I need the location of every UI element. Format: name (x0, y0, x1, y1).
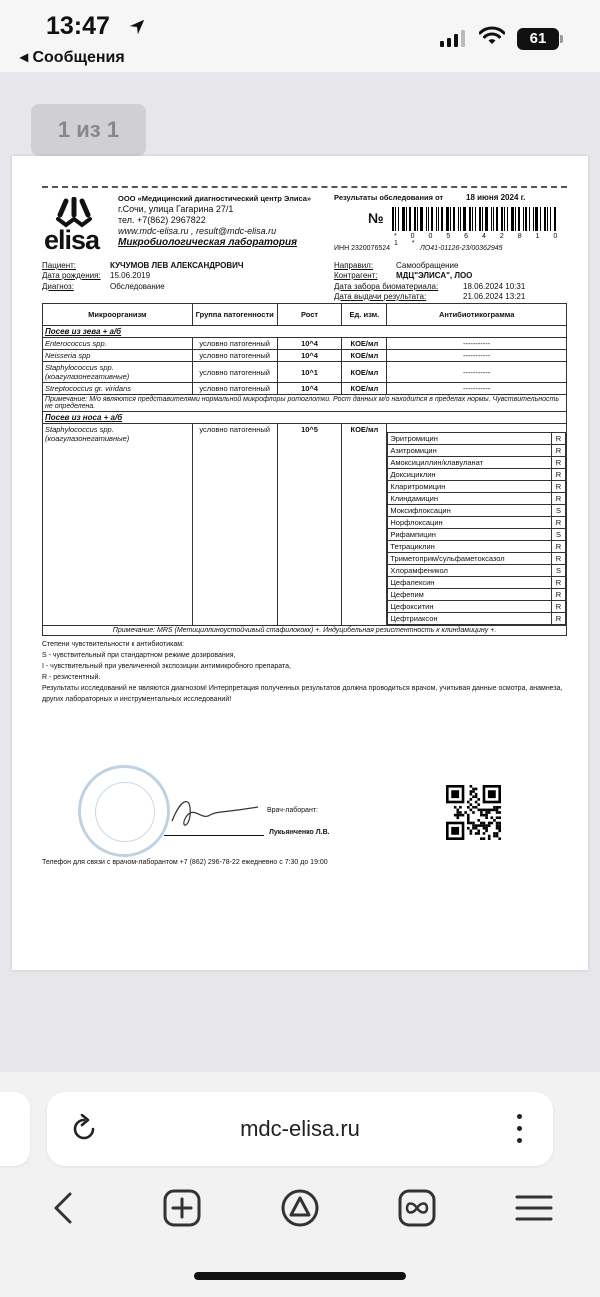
referred-label: Направил: (334, 261, 374, 270)
col-header: Микроорганизм (43, 304, 193, 326)
unit: КОЕ/мл (342, 338, 387, 350)
issue-date: 21.06.2024 13:21 (463, 292, 526, 301)
address-bar[interactable] (47, 1092, 553, 1166)
tabs-icon[interactable] (397, 1188, 437, 1228)
menu-icon[interactable] (514, 1188, 554, 1228)
col-header: Антибиотикограмма (387, 304, 567, 326)
legend-line: R - резистентный. (42, 674, 101, 681)
antibiotic-result: R (552, 493, 566, 505)
antibiotic-row (388, 529, 566, 541)
dob-value: 15.06.2019 (110, 271, 151, 280)
table-row (43, 338, 567, 350)
organization-info (118, 193, 323, 248)
results-label: Результаты обследования от (334, 193, 444, 202)
doctor-label: Врач-лаборант: (267, 807, 318, 814)
battery-indicator: 61 (517, 28, 559, 50)
section-title: Посев из носа + а/б (43, 412, 567, 424)
antibiotic-name: Тетрациклин (388, 541, 552, 553)
status-bar (0, 0, 600, 72)
antibiotic-row (388, 589, 566, 601)
signature-area (42, 705, 567, 855)
antibiotic-result: R (552, 589, 566, 601)
pathogen-group: условно патогенный (192, 362, 277, 383)
lab-report-page (12, 156, 588, 970)
org-web[interactable]: www.mdc-elisa.ru , result@mdc-elisa.ru (118, 226, 277, 236)
collect-date: 18.06.2024 10:31 (463, 282, 526, 291)
antibiotic-name: Рифампицин (388, 529, 552, 541)
pathogen-group: условно патогенный (192, 424, 277, 626)
antibiotic-table (387, 432, 566, 625)
doctor-name: Лукьянченко Л.В. (269, 829, 330, 836)
previous-tab-pill[interactable] (0, 1092, 30, 1166)
alice-assistant-icon[interactable] (280, 1188, 320, 1228)
inn: ИНН 2320076524 (334, 245, 391, 252)
antibiotic-row (388, 433, 566, 445)
signature-line (164, 835, 264, 836)
legend-line: I - чувствительный при увеличенной экспозиции антимикробного препарата, (42, 663, 291, 670)
antibiotic-row (388, 505, 566, 517)
lab-name: Микробиологическая лаборатория (118, 237, 297, 248)
antibiotic-result: R (552, 433, 566, 445)
pathogen-group: условно патогенный (192, 338, 277, 350)
wifi-icon (479, 26, 505, 46)
antibiotic-name: Норфлоксацин (388, 517, 552, 529)
antibiotic-name: Доксициклин (388, 469, 552, 481)
antibiogram: ----------- (387, 338, 567, 350)
antibiotic-name: Триметоприм/сульфаметоксазол (388, 553, 552, 565)
antibiotic-name: Амоксициллин/клавуланат (388, 457, 552, 469)
number-sign: № (368, 210, 384, 226)
more-options-icon[interactable] (517, 1114, 523, 1146)
growth: 10^4 (277, 350, 342, 362)
pathogen-group: условно патогенный (192, 383, 277, 395)
antibiotic-result: R (552, 457, 566, 469)
bottom-toolbar (0, 1188, 600, 1232)
antibiotic-row (388, 493, 566, 505)
back-to-messages-link[interactable]: ◂ Сообщения (20, 49, 125, 66)
patient-label: Пациент: (42, 261, 77, 270)
antibiotic-name: Эритромицин (388, 433, 552, 445)
antibiotic-row (388, 577, 566, 589)
contact-phone: Телефон для связи с врачом-лаборантом +7 (862) 296-78-22 ежедневно с 7:30 до 19:00 (42, 859, 328, 866)
antibiotic-name: Хлорамфеникол (388, 565, 552, 577)
qr-code-icon[interactable] (446, 785, 501, 840)
dob-label: Дата рождения: (42, 271, 101, 280)
antibiotic-name: Клиндамицин (388, 493, 552, 505)
col-header: Ед. изм. (342, 304, 387, 326)
table-row (43, 362, 567, 383)
antibiogram: ----------- (387, 350, 567, 362)
logo-wordmark: elisa (44, 225, 100, 255)
antibiotic-result: R (552, 481, 566, 493)
antibiotic-row (388, 553, 566, 565)
antibiotic-name: Кларитромицин (388, 481, 552, 493)
organism: Neisseria spp (43, 350, 193, 362)
barcode-number: * 0 0 5 6 4 2 8 1 0 1 * (394, 233, 564, 247)
stamp-icon (78, 765, 170, 857)
patient-info (42, 261, 567, 303)
contractor-label: Контрагент: (334, 271, 378, 280)
pathogen-group: условно патогенный (192, 350, 277, 362)
col-header: Группа патогенности (192, 304, 277, 326)
antibiotic-result: R (552, 517, 566, 529)
antibiotic-name: Цефокситин (388, 601, 552, 613)
collect-label: Дата забора биоматериала: (334, 282, 439, 291)
organism: Enterococcus spp. (43, 338, 193, 350)
patient-name: КУЧУМОВ ЛЕВ АЛЕКСАНДРОВИЧ (110, 261, 244, 270)
results-table (42, 303, 567, 636)
growth: 10^1 (277, 362, 342, 383)
antibiotic-row (388, 565, 566, 577)
legend-line: Степени чувствительности к антибиотикам: (42, 641, 184, 648)
diagnosis-value: Обследование (110, 282, 165, 291)
unit: КОЕ/мл (342, 362, 387, 383)
antibiotic-name: Цефалексин (388, 577, 552, 589)
org-address: г.Сочи, улица Гагарина 27/1 (118, 204, 234, 214)
antibiotic-name: Цефепим (388, 589, 552, 601)
table-row (43, 350, 567, 362)
antibiotic-result: R (552, 541, 566, 553)
antibiotic-row (388, 445, 566, 457)
antibiotic-result: R (552, 601, 566, 613)
note-throat: Примечание: М/о являются представителями нормальной микрофлоры ротоглотки. Рост данных м/о находится в пределах нормы. Чувствительность не определена. (43, 395, 567, 412)
diagnosis-label: Диагноз: (42, 282, 74, 291)
antibiotic-result: R (552, 445, 566, 457)
table-row (43, 424, 567, 626)
divider (42, 186, 567, 189)
antibiotic-result: R (552, 469, 566, 481)
new-tab-icon[interactable] (162, 1188, 202, 1228)
organism: Staphylococcus spp. (коагулазонегативные) (43, 424, 193, 626)
antibiotic-result: R (552, 613, 566, 625)
antibiotic-row (388, 457, 566, 469)
antibiotic-row (388, 469, 566, 481)
growth: 10^4 (277, 383, 342, 395)
antibiotic-name: Моксифлоксацин (388, 505, 552, 517)
signature-icon (162, 791, 262, 833)
antibiotic-name: Цефтриаксон (388, 613, 552, 625)
clock: 13:47 (46, 12, 110, 40)
antibiotic-row (388, 541, 566, 553)
antibiotic-result: S (552, 565, 566, 577)
cellular-signal-icon (440, 30, 465, 47)
results-date: 18 июня 2024 г. (466, 193, 526, 202)
growth: 10^5 (277, 424, 342, 626)
org-phone: тел. +7(862) 2967822 (118, 215, 206, 225)
referred-value: Самообращение (396, 261, 459, 270)
url-text[interactable]: mdc-elisa.ru (240, 1116, 360, 1141)
table-row (43, 383, 567, 395)
legend-line: S - чувствительный при стандартном режиме дозирования, (42, 652, 236, 659)
antibiotic-row (388, 613, 566, 625)
org-name: ООО «Медицинский диагностический центр Элиса» (118, 194, 312, 203)
antibiogram: ----------- (387, 362, 567, 383)
unit: КОЕ/мл (342, 424, 387, 626)
antibiotic-result: R (552, 577, 566, 589)
order-number: ЛО41-01126-23/00362945 (420, 245, 503, 252)
page-indicator: 1 из 1 (31, 104, 146, 156)
issue-label: Дата выдачи результата: (334, 292, 427, 301)
col-header: Рост (277, 304, 342, 326)
organism: Streptococcus gr. viridans (43, 383, 193, 395)
antibiotic-name: Азитромицин (388, 445, 552, 457)
disclaimer: Результаты исследований не являются диагнозом! Интерпретация полученных результатов должна проводиться врачом, учитывая данные осмотра, анамнеза, других лабораторных и инструментальных исследований! (42, 685, 563, 703)
growth: 10^4 (277, 338, 342, 350)
antibiotic-row (388, 517, 566, 529)
home-indicator[interactable] (194, 1272, 406, 1280)
antibiotic-result: S (552, 529, 566, 541)
report-header (42, 193, 567, 259)
antibiotic-row (388, 481, 566, 493)
barcode (392, 207, 568, 231)
back-icon[interactable] (44, 1188, 84, 1228)
section-title: Посев из зева + а/б (43, 326, 567, 338)
location-arrow-icon (128, 18, 146, 36)
organism: Staphylococcus spp. (коагулазонегативные) (43, 362, 193, 383)
antibiotic-result: R (552, 553, 566, 565)
unit: КОЕ/мл (342, 383, 387, 395)
note-mrs: Примечание: MRS (Метициллинoустойчивый стафилококк) +. Индуцибельная резистентность к клиндамицину +. (43, 626, 567, 636)
contractor-value: МДЦ"ЭЛИСА", ЛОО (396, 271, 473, 280)
unit: КОЕ/мл (342, 350, 387, 362)
browser-chrome (0, 1072, 600, 1297)
antibiogram: ----------- (387, 383, 567, 395)
antibiotic-result: S (552, 505, 566, 517)
antibiogram (387, 424, 567, 626)
antibiotic-row (388, 601, 566, 613)
sensitivity-legend (42, 639, 567, 705)
